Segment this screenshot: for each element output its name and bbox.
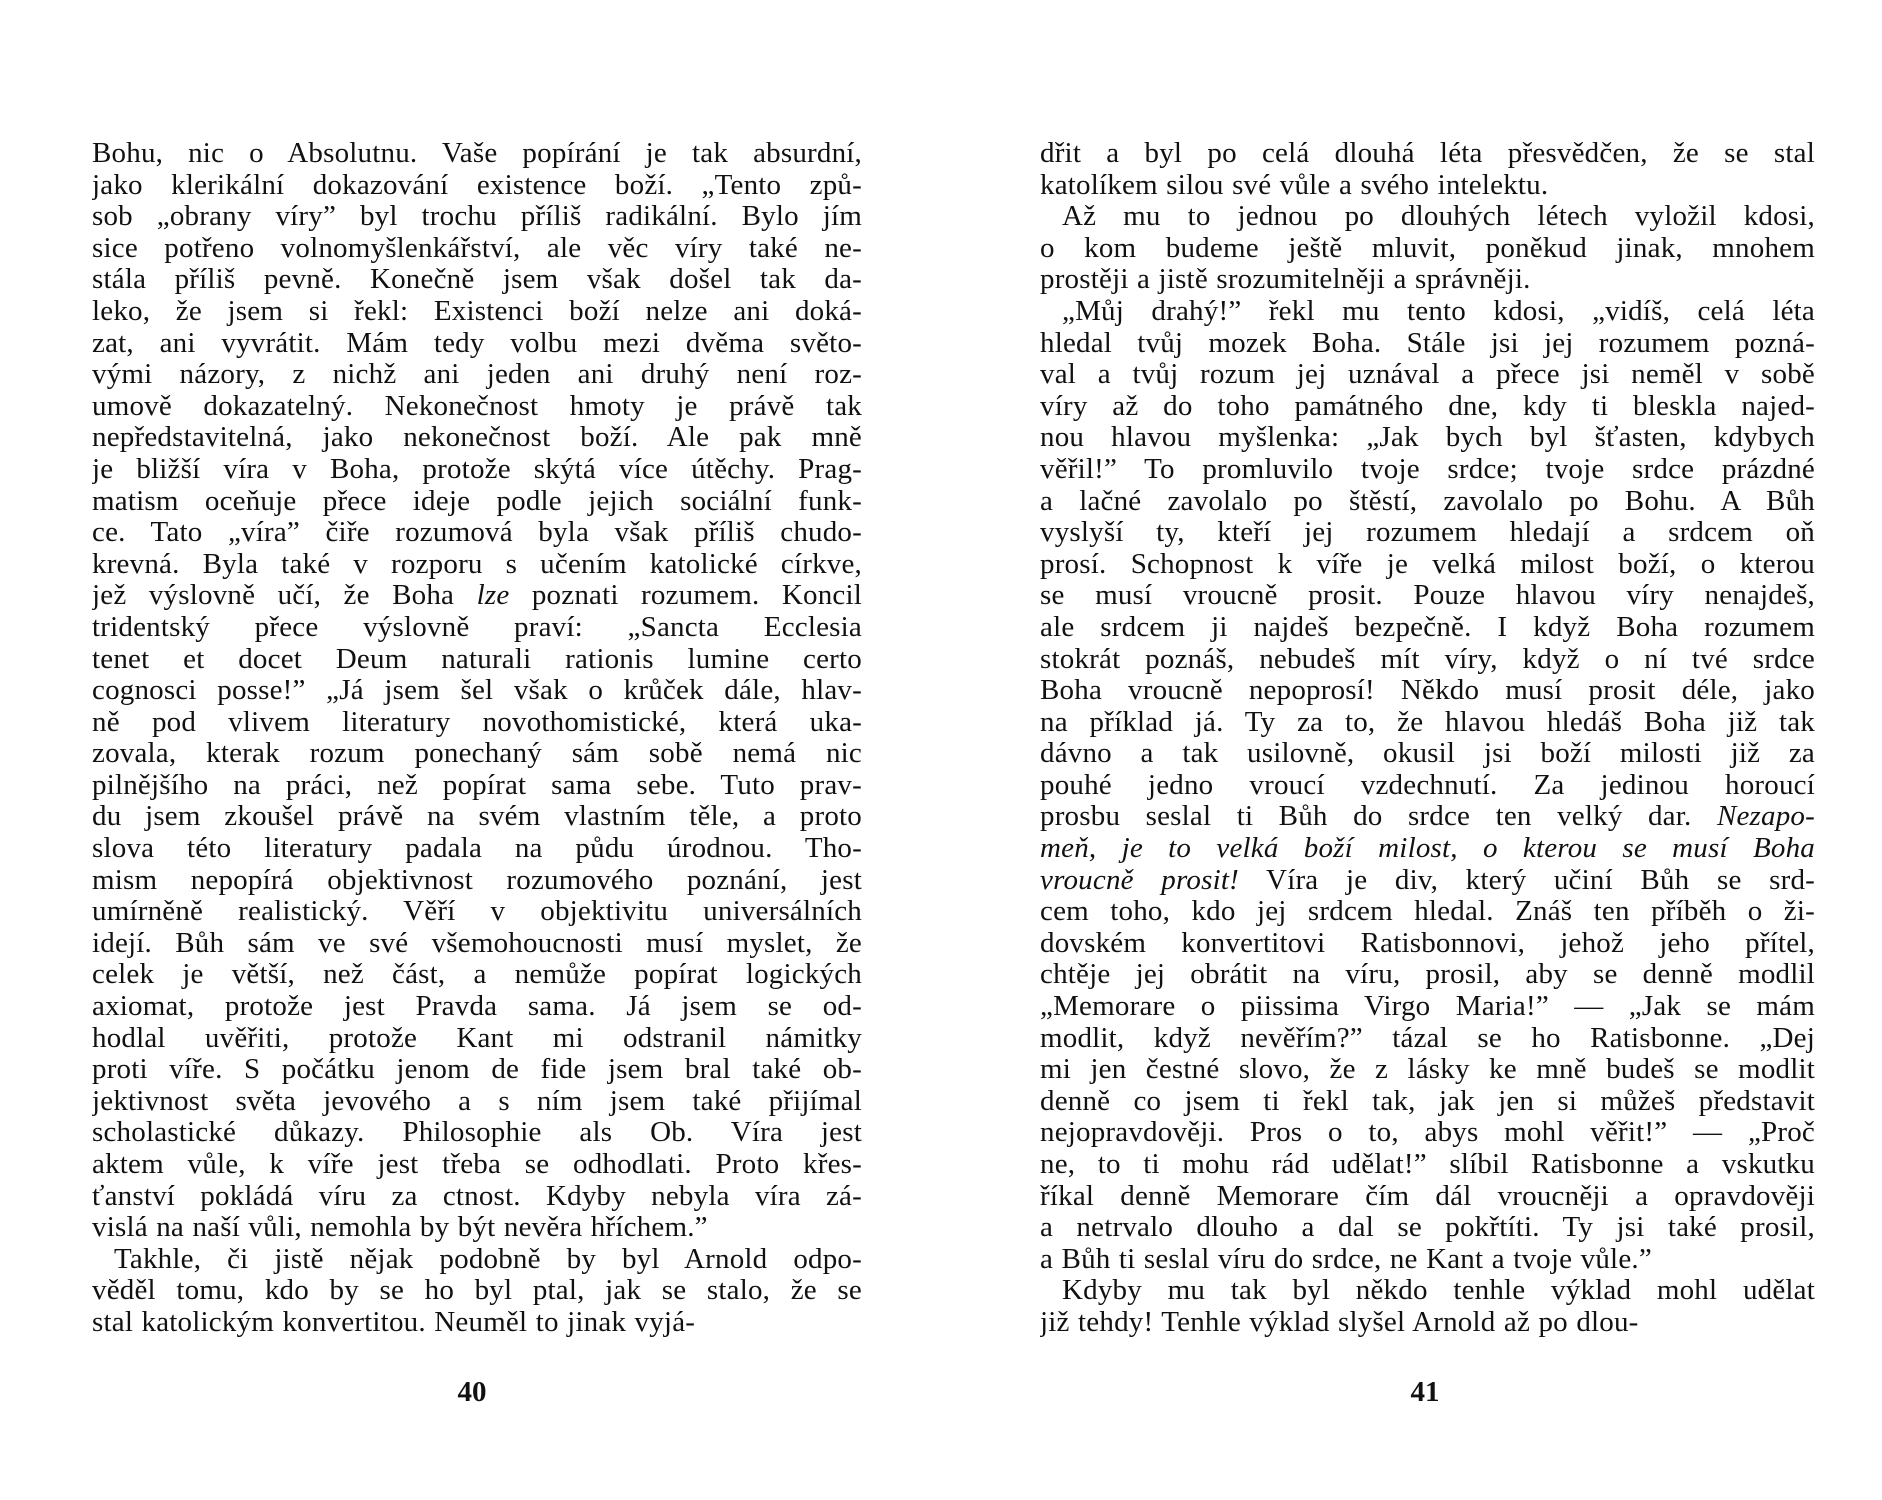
text-line: zat, ani vyvrátit. Mám tedy volbu mezi dvěma světo- xyxy=(92,327,862,359)
text-line: víry až do toho památného dne, kdy ti bleskla najed- xyxy=(1040,390,1815,422)
text-line: „Memorare o piissima Virgo Maria!” — „Jak se mám xyxy=(1040,991,1815,1023)
text-line: meň, je to velká boží milost, o kterou se musí Boha xyxy=(1040,833,1815,865)
text-line: jako klerikální dokazování existence boží. „Tento způ- xyxy=(92,169,862,201)
text-line: slova této literatury padala na půdu úrodnou. Tho- xyxy=(92,833,862,865)
text-line: stokrát poznáš, nebudeš mít víry, když o ní tvé srdce xyxy=(1040,643,1815,675)
text-line: ne, to ti mohu rád udělat!” slíbil Ratisbonne a vskutku xyxy=(1040,1149,1815,1180)
text-line: pouhé jedno vroucí vzdechnutí. Za jedinou horoucí xyxy=(1040,769,1815,801)
text-line: tridentský přece výslovně praví: „Sancta Ecclesia xyxy=(92,611,862,643)
text-line: Kdyby mu tak byl někdo tenhle výklad mohl udělat xyxy=(1062,1275,1815,1307)
text-line: prosbu seslal ti Bůh do srdce ten velký dar. Nezapo- xyxy=(1040,801,1815,833)
text-line: věřil!” To promluvilo tvoje srdce; tvoje srdce prázdné xyxy=(1040,453,1815,485)
text-line: a Bůh ti seslal víru do srdce, ne Kant a tvoje vůle.” xyxy=(1040,1243,1652,1275)
text-line: prosí. Schopnost k víře je velká milost boží, o kterou xyxy=(1040,548,1815,580)
text-line: leko, že jsem si řekl: Existenci boží nelze ani doká- xyxy=(92,295,862,327)
text-line: zovala, kterak rozum ponechaný sám sobě nemá nic xyxy=(92,738,862,770)
page-number-right: 41 xyxy=(1410,1376,1440,1408)
text-line: chtěje jej obrátit na víru, prosil, aby se denně modlil xyxy=(1040,959,1815,991)
text-line: nou hlavou myšlenka: „Jak bych byl šťasten, kdybych xyxy=(1040,422,1815,454)
text-line: Bohu, nic o Absolutnu. Vaše popírání je tak absurdní, xyxy=(92,138,862,169)
text-line: umírněně realistický. Věří v objektivitu universálních xyxy=(92,896,862,928)
text-line: je bližší víra v Boha, protože skýtá více útěchy. Prag- xyxy=(92,453,862,485)
text-line: axiomat, protože jest Pravda sama. Já jsem se od- xyxy=(92,991,862,1023)
text-line: mism nepopírá objektivnost rozumového poznání, jest xyxy=(92,864,862,896)
text-line: a netrvalo dlouho a dal se pokřtíti. Ty jsi také prosil, xyxy=(1040,1212,1815,1244)
right-page xyxy=(1040,138,1815,1339)
text-line: krevná. Byla také v rozporu s učením katolické církve, xyxy=(92,548,862,580)
left-page-text xyxy=(92,138,862,1339)
text-line: stal katolickým konvertitou. Neuměl to jinak vyjá- xyxy=(92,1306,696,1338)
left-page xyxy=(92,138,862,1339)
text-line: Boha vroucně nepoprosí! Někdo musí prosit déle, jako xyxy=(1040,675,1815,707)
text-line: Takhle, či jistě nějak podobně by byl Arnold odpo- xyxy=(114,1243,862,1275)
text-line: a lačné zavolalo po štěstí, zavolalo po Bohu. A Bůh xyxy=(1040,485,1815,517)
text-line: vými názory, z nichž ani jeden ani druhý není roz- xyxy=(92,359,862,391)
text-line: katolíkem silou své vůle a svého intelektu. xyxy=(1040,169,1549,201)
text-line: cem toho, kdo jej srdcem hledal. Znáš ten příběh o ži- xyxy=(1040,896,1815,928)
text-line: mi jen čestné slovo, že z lásky ke mně budeš se modlit xyxy=(1040,1054,1815,1086)
text-line: říkal denně Memorare čím dál vroucněji a opravdověji xyxy=(1040,1180,1815,1212)
text-line: nejopravdověji. Pros o to, abys mohl věřit!” — „Proč xyxy=(1040,1117,1815,1149)
text-line: sice potřeno volnomyšlenkářství, ale věc víry také ne- xyxy=(92,232,862,264)
text-line: jež výslovně učí, že Boha lze poznati rozumem. Koncil xyxy=(92,580,862,612)
text-line: se musí vroucně prosit. Pouze hlavou víry nenajdeš, xyxy=(1040,580,1815,612)
text-line: ťanství pokládá víru za ctnost. Kdyby nebyla víra zá- xyxy=(92,1180,862,1212)
text-line: umově dokazatelný. Nekonečnost hmoty je právě tak xyxy=(92,390,862,422)
text-line: jektivnost světa jevového a s ním jsem také přijímal xyxy=(92,1085,862,1117)
text-line: matism oceňuje přece ideje podle jejich sociální funk- xyxy=(92,485,862,517)
text-line: dovském konvertitovi Ratisbonnovi, jehož jeho přítel, xyxy=(1040,927,1815,959)
text-line: proti víře. S počátku jenom de fide jsem bral také ob- xyxy=(92,1054,862,1086)
text-line: na příklad já. Ty za to, že hlavou hledáš Boha již tak xyxy=(1040,706,1815,738)
text-line: již tehdy! Tenhle výklad slyšel Arnold až po dlou- xyxy=(1040,1306,1639,1338)
text-line: o kom budeme ještě mluvit, poněkud jinak, mnohem xyxy=(1040,232,1815,264)
text-line: „Můj drahý!” řekl mu tento kdosi, „vidíš, celá léta xyxy=(1062,295,1815,327)
text-line: vislá na naší vůli, nemohla by být nevěra hříchem.” xyxy=(92,1212,708,1244)
text-line: sob „obrany víry” byl trochu příliš radikální. Bylo jím xyxy=(92,201,862,233)
text-line: ale srdcem ji najdeš bezpečně. I když Boha rozumem xyxy=(1040,611,1815,643)
text-line: denně co jsem ti řekl tak, jak jen si můžeš představit xyxy=(1040,1085,1815,1117)
text-line: nepředstavitelná, jako nekonečnost boží. Ale pak mně xyxy=(92,422,862,454)
text-line: prostěji a jistě srozumitelněji a správněji. xyxy=(1040,264,1531,296)
text-line: idejí. Bůh sám ve své všemohoucnosti musí myslet, že xyxy=(92,927,862,959)
text-line: cognosci posse!” „Já jsem šel však o krůček dále, hlav- xyxy=(92,675,862,707)
text-line: celek je větší, než část, a nemůže popírat logických xyxy=(92,959,862,991)
text-line: val a tvůj rozum jej uznával a přece jsi neměl v sobě xyxy=(1040,359,1815,391)
text-line: ně pod vlivem literatury novothomistické, která uka- xyxy=(92,706,862,738)
text-line: scholastické důkazy. Philosophie als Ob. Víra jest xyxy=(92,1117,862,1149)
text-line: pilnějšího na práci, než popírat sama sebe. Tuto prav- xyxy=(92,769,862,801)
text-line: hodlal uvěřiti, protože Kant mi odstranil námitky xyxy=(92,1022,862,1054)
text-line: aktem vůle, k víře jest třeba se odhodlati. Proto křes- xyxy=(92,1149,862,1180)
text-line: du jsem zkoušel právě na svém vlastním těle, a proto xyxy=(92,801,862,833)
text-line: vroucně prosit! Víra je div, který učiní Bůh se srd- xyxy=(1040,864,1815,896)
text-line: Až mu to jednou po dlouhých létech vyložil kdosi, xyxy=(1062,201,1815,233)
text-line: tenet et docet Deum naturali rationis lumine certo xyxy=(92,643,862,675)
text-line: věděl tomu, kdo by se ho byl ptal, jak se stalo, že se xyxy=(92,1275,862,1307)
text-line: dřit a byl po celá dlouhá léta přesvědčen, že se stal xyxy=(1040,138,1815,169)
text-line: modlit, když nevěřím?” tázal se ho Ratisbonne. „Dej xyxy=(1040,1022,1815,1054)
text-line: hledal tvůj mozek Boha. Stále jsi jej rozumem pozná- xyxy=(1040,327,1815,359)
text-line: ce. Tato „víra” čiře rozumová byla však příliš chudo- xyxy=(92,517,862,549)
text-line: dávno a tak usilovně, okusil jsi boží milosti již za xyxy=(1040,738,1815,770)
text-line: stála příliš pevně. Konečně jsem však došel tak da- xyxy=(92,264,862,296)
text-line: vyslyší ty, kteří jej rozumem hledají a srdcem oň xyxy=(1040,517,1815,549)
page-number-left: 40 xyxy=(457,1376,487,1408)
right-page-text xyxy=(1040,138,1815,1339)
